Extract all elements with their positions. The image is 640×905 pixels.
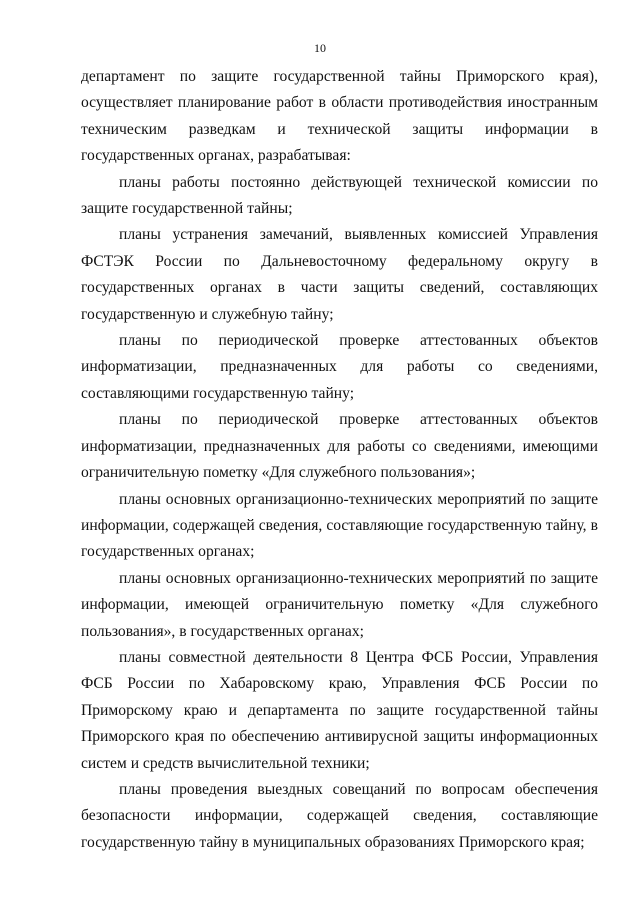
paragraph-dsp-check-plans: планы по периодической проверке аттестованных объектов информатизации, предназначенных для работы со сведениями, имеющими ограничительную пометку «Для служебного пользования»; [81,411,598,482]
paragraph-dsp-measures-plans: планы основных организационно-технических мероприятий по защите информации, имеющей ограничительную пометку «Для служебного пользования», в государственных органах; [81,569,598,640]
paragraph-joint-activity-plans: планы совместной деятельности 8 Центра ФСБ России, Управления ФСБ России по Хабаровскому краю, Управления ФСБ России по Приморскому краю и департамента по защите государственной тайны Приморского края по обеспечению антивирусной защиты информационных систем и средств вычислительной техники; [81,648,598,772]
paragraph-intro: департамент по защите государственной тайны Приморского края), осуществляет планирование работ в области противодействия иностранным техническим разведкам и технической защиты информации в государственных органах, разрабатывая: [81,68,598,165]
paragraph-commission-plans: планы работы постоянно действующей технической комиссии по защите государственной тайны; [81,173,598,218]
paragraph-state-secret-measures-plans: планы основных организационно-технических мероприятий по защите информации, содержащей сведения, составляющие государственную тайну, в государственных органах; [81,490,598,561]
document-body [81,64,598,856]
page-number: 10 [314,41,326,55]
paragraph-state-secret-check-plans: планы по периодической проверке аттестованных объектов информатизации, предназначенных для работы со сведениями, составляющими государственную тайну; [81,332,598,402]
paragraph-meetings-plans: планы проведения выездных совещаний по вопросам обеспечения безопасности информации, содержащей сведения, составляющие государственную тайну в муниципальных образованиях Приморского края; [81,780,598,851]
paragraph-remarks-plans: планы устранения замечаний, выявленных комиссией Управления ФСТЭК России по Дальневосточному федеральному округу в государственных органах в части защиты сведений, составляющих государственную и служебную тайну; [81,226,598,323]
